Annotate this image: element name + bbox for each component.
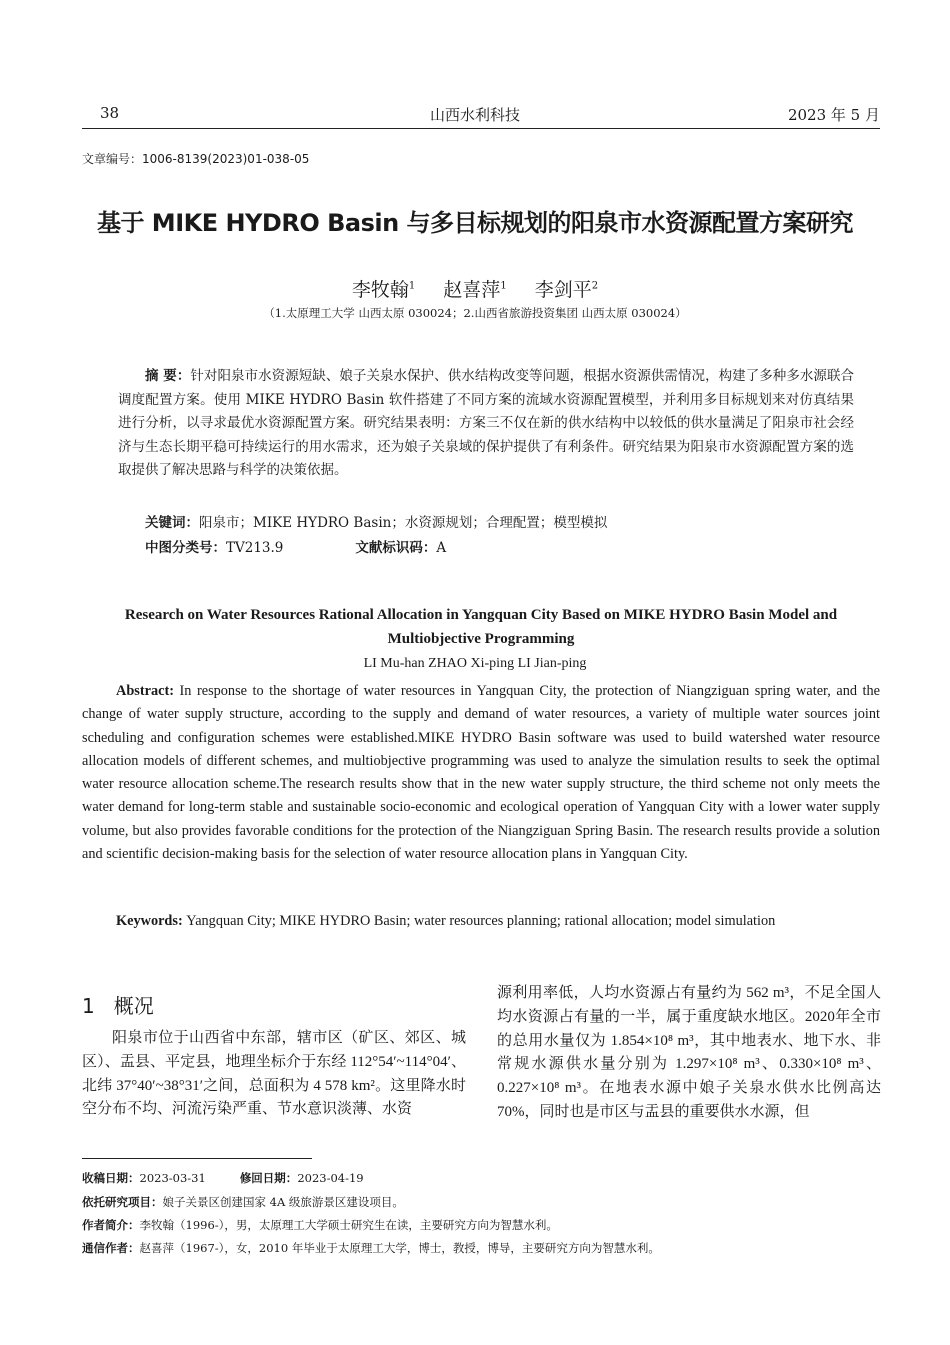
issue-date: 2023 年 5 月 bbox=[787, 106, 880, 124]
footnote-rule bbox=[82, 1158, 312, 1159]
paper-title: 基于 MIKE HYDRO Basin 与多目标规划的阳泉市水资源配置方案研究 bbox=[96, 209, 854, 237]
header-rule bbox=[82, 128, 880, 129]
section-heading: 1 概况 bbox=[82, 994, 154, 1018]
received-label: 收稿日期： bbox=[82, 1171, 140, 1185]
page-number: 38 bbox=[100, 104, 120, 122]
cn-abstract-label: 摘 要： bbox=[145, 368, 191, 384]
cn-abstract-text: 针对阳泉市水资源短缺、娘子关泉水保护、供水结构改变等问题，根据水资源供需情况，构建了多种多水源联合调度配置方案。使用 MIKE HYDRO Basin 软件搭建了不同方案的流域水资源配置模型，并利用多目标规划来对仿真结果进行分析，以寻求最优水资源配置方案。研究结果表明：方案三不仅在新的供水结构中以较低的供水量满足了阳泉市社会经济与生态长期平稳可持续运行的用水需求，还为娘子关泉域的保护提供了有利条件。研究结果为阳泉市水资源配置方案的选取提供了解决思路与科学的决策依据。 bbox=[118, 368, 855, 478]
author-bio-label: 作者简介： bbox=[82, 1218, 140, 1232]
received-date: 2023-03-31 bbox=[139, 1171, 206, 1185]
author-affiliation-mark: 2 bbox=[591, 280, 599, 292]
author-bio-text: 李牧翰（1996-），男，太原理工大学硕士研究生在读，主要研究方向为智慧水利。 bbox=[139, 1218, 558, 1232]
author-name: 李剑平 bbox=[534, 279, 592, 301]
en-abstract bbox=[82, 680, 880, 866]
journal-name: 山西水利科技 bbox=[429, 106, 520, 124]
cn-keywords bbox=[118, 512, 854, 536]
author-affiliation-mark: 1 bbox=[408, 280, 416, 292]
author-name: 李牧翰 bbox=[351, 279, 409, 301]
doc-code-label: 文献标识码： bbox=[355, 540, 437, 556]
corresponding-text: 赵喜萍（1967-），女，2010 年毕业于太原理工大学，博士，教授，博导，主要研究方向为智慧水利。 bbox=[139, 1241, 660, 1255]
funding-text: 娘子关景区创建国家 4A 级旅游景区建设项目。 bbox=[162, 1195, 404, 1209]
revised-date: 2023-04-19 bbox=[297, 1171, 364, 1185]
body-left-column: 阳泉市位于山西省中东部，辖市区（矿区、郊区、城区）、盂县、平定县，地理坐标介于东经 112°54′~114°04′、北纬 37°40′~38°31′之间，总面积为 4 578 km²。这里降水时空分布不均、河流污染严重、节水意识淡薄、水资 bbox=[82, 1030, 466, 1118]
article-number: 文章编号：1006-8139(2023)01-038-05 bbox=[82, 152, 310, 166]
corresponding-label: 通信作者： bbox=[82, 1241, 140, 1255]
footnote-funding bbox=[82, 1194, 882, 1210]
en-abstract-text: In response to the shortage of water resources in Yangquan City, the protection of Niangziguan spring water, and the change of water supply structure, according to the supply and demand of water resources, a variety of multiple water sources joint scheduling and configuration schemes were established.MIKE HYDRO Basin software was used to build watershed water resource allocation models of different schemes, and multiobjective programming was used to analyze the simulation results to seek the optimal water resource allocation scheme.The research results show that in the new water supply structure, the third scheme not only meets the water demand for long-term stable and sustainable socio-economic and ecological operation of Yangquan City with a lower water supply volume, but also provides favorable conditions for the protection of the Niangziguan Spring Basin. The research results provide a solution and scientific decision-making basis for the selection of water resource allocation plans in Yangquan City. bbox=[82, 683, 880, 863]
author-list bbox=[0, 275, 950, 302]
revised-label: 修回日期： bbox=[239, 1171, 298, 1185]
en-keywords-text: Yangquan City; MIKE HYDRO Basin; water resources planning; rational allocation; model simulation bbox=[186, 913, 776, 929]
doc-code-value: A bbox=[436, 540, 447, 556]
footnote-corresponding bbox=[82, 1240, 882, 1256]
en-abstract-label: Abstract: bbox=[116, 683, 174, 699]
clc-label: 中图分类号： bbox=[145, 540, 226, 556]
body-right-column: 源利用率低，人均水资源占有量约为 562 m³，不足全国人均水资源占有量的一半，属于重度缺水地区。2020年全市的总用水量仅为 1.854×10⁸ m³，其中地表水、地下水、非常规水源供水量分别为 1.297×10⁸ m³、0.330×10⁸ m³、0.227×10⁸ m³。在地表水源中娘子关泉水供水比例高达 70%，同时也是市区与盂县的重要供水水源，但 bbox=[497, 985, 881, 1120]
author-affiliation-mark: 1 bbox=[500, 280, 507, 292]
author-name: 赵喜萍 bbox=[443, 279, 501, 301]
footnote-author-bio bbox=[82, 1217, 882, 1233]
en-keywords-label: Keywords: bbox=[116, 913, 183, 929]
en-authors: LI Mu-han ZHAO Xi-ping LI Jian-ping bbox=[363, 656, 587, 671]
footnote-dates bbox=[82, 1170, 882, 1186]
funding-label: 依托研究项目： bbox=[82, 1195, 163, 1209]
cn-keywords-label: 关键词： bbox=[145, 515, 199, 531]
cn-classification bbox=[118, 537, 854, 561]
en-keywords bbox=[116, 913, 880, 930]
en-title: Research on Water Resources Rational Allocation in Yangquan City Based on MIKE HYDRO Basin Model and Multiobjective Programming bbox=[124, 607, 838, 647]
affiliations: （1.太原理工大学 山西太原 030024；2.山西省旅游投资集团 山西太原 030024） bbox=[263, 306, 687, 320]
cn-keywords-text: 阳泉市；MIKE HYDRO Basin；水资源规划；合理配置；模型模拟 bbox=[199, 515, 608, 531]
cn-abstract bbox=[118, 365, 854, 483]
clc-value: TV213.9 bbox=[226, 540, 284, 556]
